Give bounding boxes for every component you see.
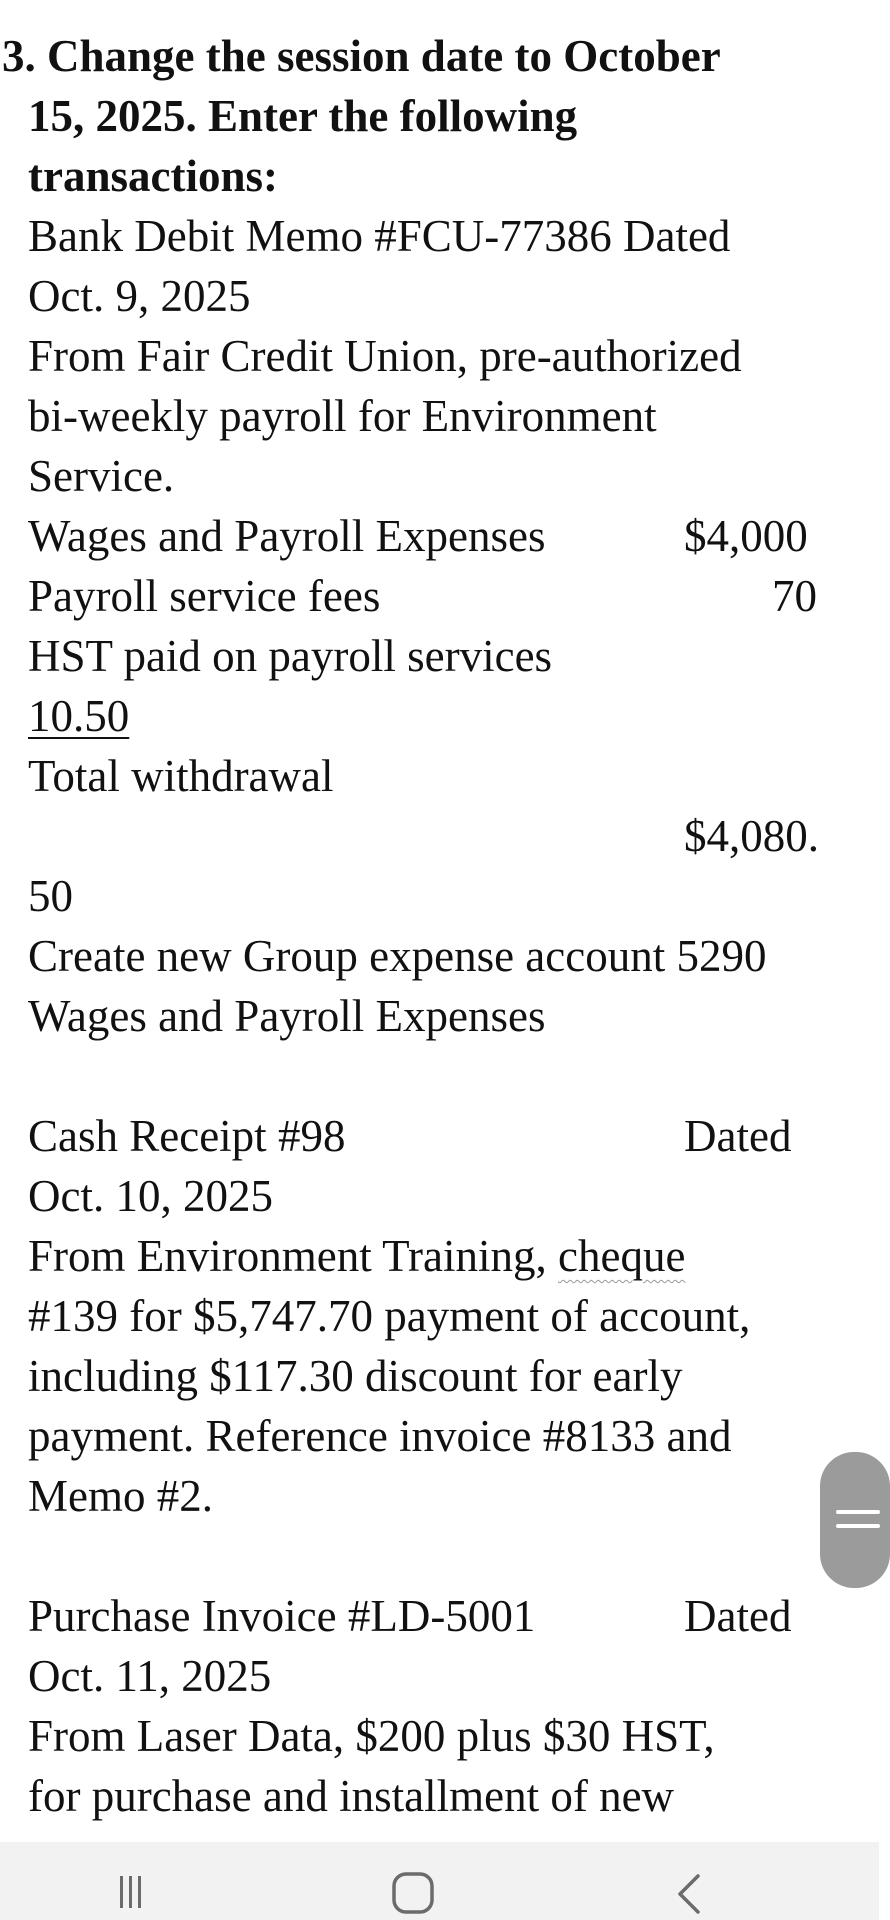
debit-memo-note-2: Wages and Payroll Expenses [28, 991, 546, 1041]
purchase-invoice-date: Oct. 11, 2025 [28, 1651, 272, 1701]
cash-receipt-date: Oct. 10, 2025 [28, 1171, 273, 1221]
hst-amount: 10.50 [28, 691, 130, 741]
debit-memo-desc-3: Service. [28, 451, 175, 501]
cash-receipt-desc-5: Memo #2. [28, 1471, 213, 1521]
home-icon [354, 1842, 474, 1920]
purchase-invoice-desc-2: for purchase and installment of new [28, 1771, 675, 1821]
wages-label: Wages and Payroll Expenses [28, 511, 546, 561]
handle-grip-line-bottom [836, 1524, 880, 1528]
fees-amount: 70 [772, 571, 817, 621]
debit-memo-desc-1: From Fair Credit Union, pre-authorized [28, 331, 742, 381]
purchase-invoice-dated: Dated [684, 1591, 792, 1641]
debit-memo-desc-2: bi-weekly payroll for Environment [28, 391, 657, 441]
handle-grip-line-top [836, 1510, 880, 1514]
cheque-word: cheque [558, 1231, 686, 1281]
back-icon [630, 1842, 750, 1920]
purchase-invoice-title: Purchase Invoice #LD-5001 [28, 1591, 536, 1641]
heading-line-2: 15, 2025. Enter the following [28, 91, 578, 141]
hst-label: HST paid on payroll services [28, 631, 553, 681]
cash-receipt-title: Cash Receipt #98 [28, 1111, 346, 1161]
cash-receipt-desc-4: payment. Reference invoice #8133 and [28, 1411, 732, 1461]
cash-receipt-desc-1 [28, 1226, 685, 1286]
system-navigation-bar [0, 1842, 879, 1920]
heading-line-3: transactions: [28, 151, 278, 201]
total-label: Total withdrawal [28, 751, 334, 801]
cash-receipt-dated: Dated [684, 1111, 792, 1161]
heading-line-1: 3. Change the session date to October [2, 31, 721, 81]
total-amount-part-2: 50 [28, 871, 73, 921]
recent-apps-icon [80, 1842, 200, 1920]
recent-apps-button[interactable] [80, 1842, 200, 1920]
wages-amount: $4,000 [684, 511, 808, 561]
cash-receipt-desc-2: #139 for $5,747.70 payment of account, [28, 1291, 751, 1341]
purchase-invoice-desc-1: From Laser Data, $200 plus $30 HST, [28, 1711, 715, 1761]
debit-memo-date: Oct. 9, 2025 [28, 271, 251, 321]
total-amount-part-1: $4,080. [684, 811, 819, 861]
cash-receipt-desc-3: including $117.30 discount for early [28, 1351, 683, 1401]
debit-memo-title: Bank Debit Memo #FCU-77386 Dated [28, 211, 731, 261]
home-button[interactable] [354, 1842, 474, 1920]
fees-label: Payroll service fees [28, 571, 381, 621]
back-button[interactable] [630, 1842, 750, 1920]
cash-receipt-desc-1-text: From Environment Training, [28, 1231, 559, 1281]
debit-memo-note-1: Create new Group expense account 5290 [28, 931, 767, 981]
scroll-handle[interactable] [820, 1452, 890, 1588]
